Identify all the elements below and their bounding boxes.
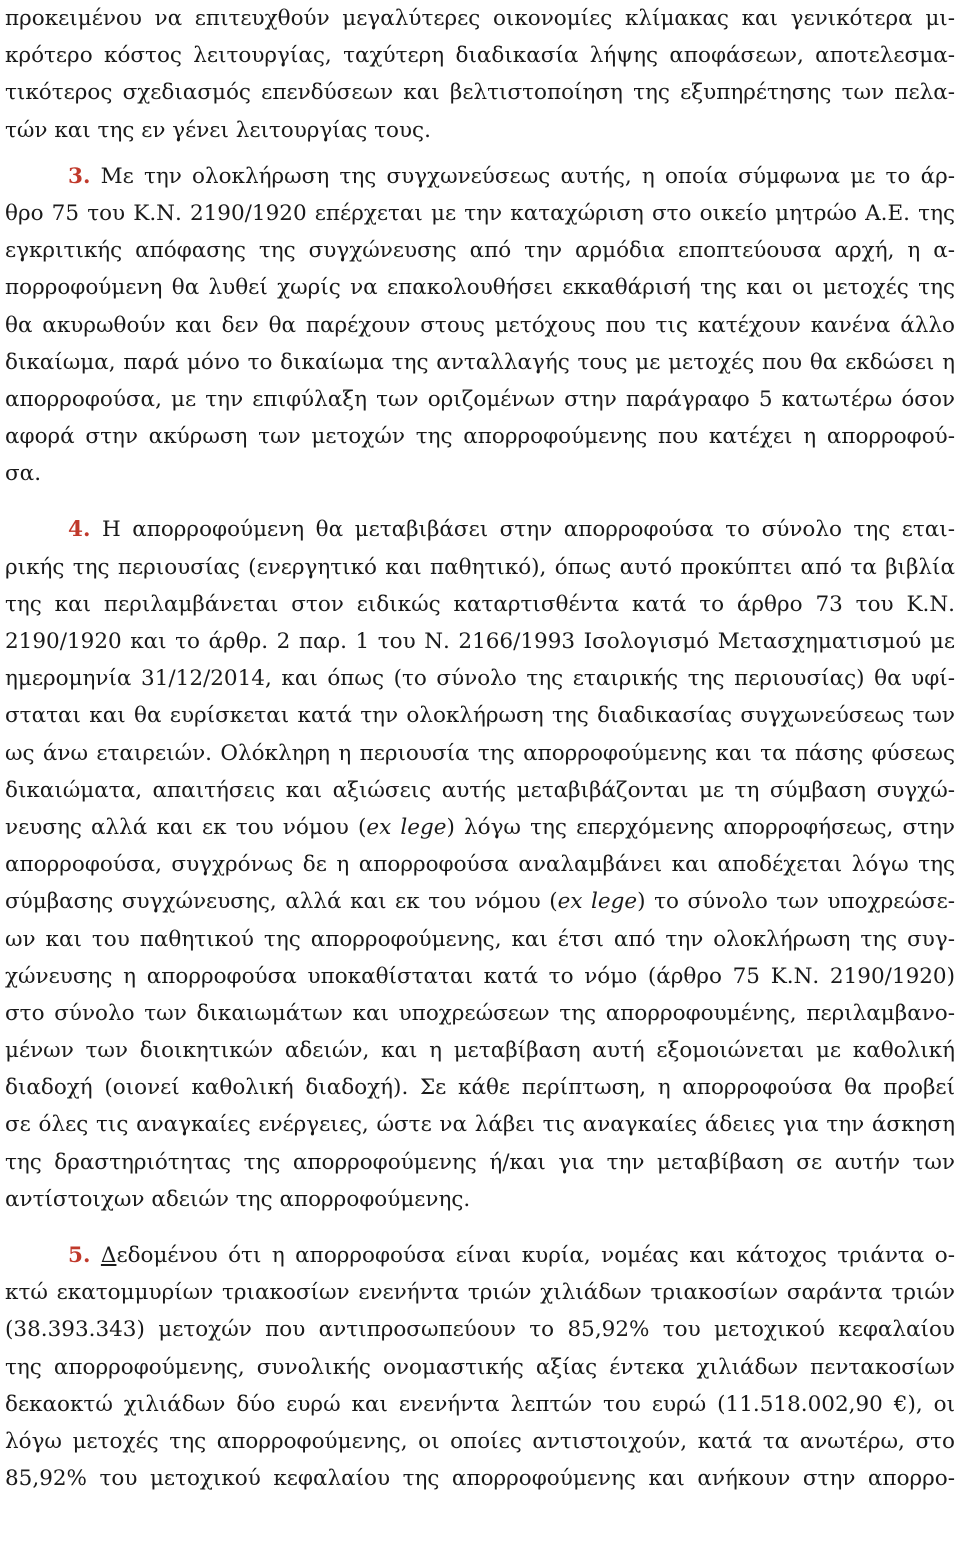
text-line: της δραστηριότητας της απορροφούμενης ή/και για την μεταβίβαση σε αυτήν των — [5, 1149, 955, 1175]
latin-term: ex lege — [366, 814, 447, 840]
text-line: 5. Δεδομένου ότι η απορροφούσα είναι κυρία, νομέας και κάτοχος τριάντα ο- — [68, 1243, 955, 1268]
text-line: κτώ εκατομμυρίων τριακοσίων ενενήντα τριών χιλιάδων τριακοσίων σαράντα τριών — [5, 1280, 955, 1306]
text-line: ρικής της περιουσίας (ενεργητικό και παθητικό), όπως αυτό προκύπτει από τα βιβλία — [5, 554, 955, 580]
text-line: (38.393.343) μετοχών που αντιπροσωπεύουν το 85,92% του μετοχικού κεφαλαίου — [5, 1317, 955, 1343]
text-line: 3. Με την ολοκλήρωση της συγχωνεύσεως αυτής, η οποία σύμφωνα με το άρ- — [68, 163, 955, 189]
text-line: κρότερο κόστος λειτουργίας, ταχύτερη διαδικασία λήψης αποφάσεων, αποτελεσμα- — [5, 43, 955, 69]
text-line: πορροφούμενη θα λυθεί χωρίς να επακολουθήσει εκκαθάρισή της και οι μετοχές της — [5, 275, 955, 301]
text-line: 2190/1920 και το άρθρ. 2 παρ. 1 του Ν. 2166/1993 Ισολογισμό Μετασχηματισμού με — [5, 629, 955, 654]
paragraph-3 — [5, 158, 955, 493]
text-line: θρο 75 του Κ.Ν. 2190/1920 επέρχεται με την καταχώριση στο οικείο μητρώο Α.Ε. της — [5, 200, 955, 226]
text-line: ημερομηνία 31/12/2014, και όπως (το σύνολο της εταιρικής της περιουσίας) θα υφί- — [5, 666, 955, 692]
text-line: αφορά στην ακύρωση των μετοχών της απορροφούμενης που κατέχει η απορροφού- — [5, 424, 955, 450]
text-line: σταται και θα ευρίσκεται κατά την ολοκλήρωση της διαδικασίας συγχωνεύσεως των — [5, 703, 955, 729]
text-line: 4. Η απορροφούμενη θα μεταβιβάσει στην απορροφούσα το σύνολο της εται- — [68, 517, 955, 543]
text-line: της απορροφούμενης, συνολικής ονομαστικής αξίας έντεκα χιλιάδων πεντακοσίων — [5, 1354, 955, 1380]
text-line: χώνευσης η απορροφούσα υποκαθίσταται κατά το νόμο (άρθρο 75 Κ.Ν. 2190/1920) — [5, 963, 955, 989]
paragraph-5 — [5, 1237, 955, 1497]
text-line: της και περιλαμβάνεται στον ειδικώς καταρτισθέντα κατά το άρθρο 73 του Κ.Ν. — [5, 591, 955, 617]
text-line: τικότερος σχεδιασμός επενδύσεων και βελτιστοποίηση της εξυπηρέτησης των πελα- — [5, 80, 955, 106]
text-line: δεκαοκτώ χιλιάδων δύο ευρώ και ενενήντα λεπτών του ευρώ (11.518.002,90 €), οι — [5, 1391, 955, 1417]
text-line: λόγω μετοχές της απορροφούμενης, οι οποίες αντιστοιχούν, κατά τα ανωτέρω, στο — [5, 1428, 955, 1454]
paragraph-number: 3. — [68, 163, 91, 189]
text-line: ως άνω εταιρειών. Ολόκληρη η περιουσία της απορροφούμενης και τα πάσης φύσεως — [5, 740, 955, 766]
text-line: στο σύνολο των δικαιωμάτων και υποχρεώσεων της απορροφουμένης, περιλαμβανο- — [5, 1000, 955, 1026]
text-line: 85,92% του μετοχικού κεφαλαίου της απορροφούμενης και ανήκουν στην απορρο- — [5, 1466, 955, 1492]
paragraph-number: 5. — [68, 1243, 91, 1268]
paragraph-number: 4. — [68, 517, 91, 543]
text-line: διαδοχή (οιονεί καθολική διαδοχή). Σε κάθε περίπτωση, η απορροφούσα θα προβεί — [5, 1075, 955, 1101]
text-line: νευσης αλλά και εκ του νόμου (ex lege) λόγω της επερχόμενης απορροφήσεως, στην — [5, 814, 955, 840]
text-line: δικαίωμα, παρά μόνο το δικαίωμα της ανταλλαγής τους με μετοχές που θα εκδώσει η — [5, 349, 955, 375]
text-line: προκειμένου να επιτευχθούν μεγαλύτερες οικονομίες κλίμακας και γενικότερα μι- — [5, 6, 955, 31]
text-line: σα. — [5, 461, 42, 487]
text-line: απορροφούσα, με την επιφύλαξη των οριζομένων στην παράγραφο 5 κατωτέρω όσον — [5, 386, 955, 412]
paragraph-4 — [5, 511, 955, 1218]
text-line: αντίστοιχων αδειών της απορροφούμενης. — [5, 1186, 471, 1212]
text-line: εγκριτικής απόφασης της συγχώνευσης από την αρμόδια εποπτεύουσα αρχή, η α- — [5, 238, 955, 264]
text-line: απορροφούσα, συγχρόνως δε η απορροφούσα αναλαμβάνει και αποδέχεται λόγω της — [5, 852, 955, 878]
text-line: ων και του παθητικού της απορροφούμενης, και έτσι από την ολοκλήρωση της συγ- — [5, 926, 955, 952]
text-line: μένων των διοικητικών αδειών, και η μεταβίβαση αυτή εξομοιώνεται με καθολική — [5, 1038, 955, 1064]
text-line: δικαιώματα, απαιτήσεις και αξιώσεις αυτής μεταβιβάζονται με τη σύμβαση συγχώ- — [5, 777, 955, 803]
text-line: σε όλες τις αναγκαίες ενέργειες, ώστε να λάβει τις αναγκαίες άδειες για την άσκηση — [5, 1112, 955, 1138]
text-line: θα ακυρωθούν και δεν θα παρέχουν στους μετόχους που τις κατέχουν κανένα άλλο — [5, 312, 955, 338]
latin-term: ex lege — [557, 889, 638, 915]
text-line: σύμβασης συγχώνευσης, αλλά και εκ του νόμου (ex lege) το σύνολο των υποχρεώσε- — [5, 889, 955, 915]
paragraph-2-continued — [5, 0, 955, 149]
text-line: τών και της εν γένει λειτουργίας τους. — [5, 117, 431, 143]
